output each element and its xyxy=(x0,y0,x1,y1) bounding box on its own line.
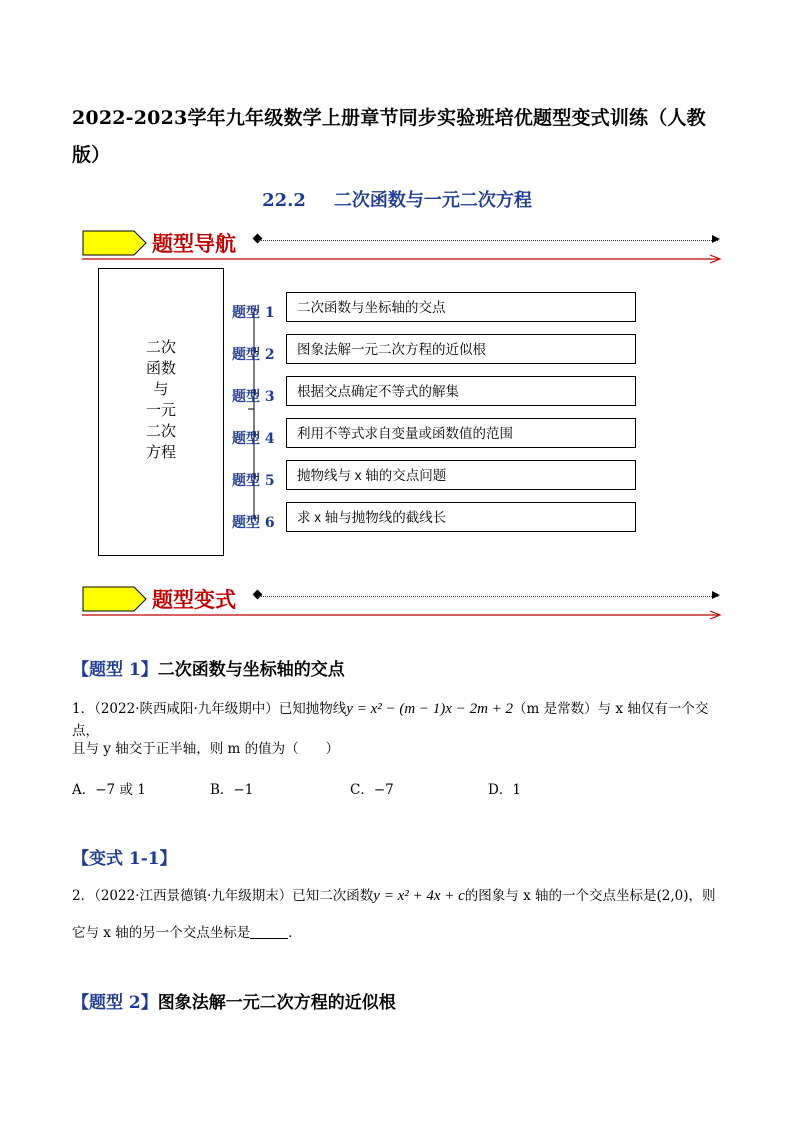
nav-topic-line: 二次 xyxy=(145,338,176,356)
question-source: （2022·江西景德镇·九年级期末）已知二次函数 xyxy=(94,888,374,904)
nav-topic-line: 二次 xyxy=(145,422,176,440)
red-arrow-line xyxy=(82,610,722,620)
question-text: ． xyxy=(288,925,302,941)
nav-item-label: 求 x 轴与抛物线的截线长 xyxy=(286,502,636,532)
type-1-title: 二次函数与坐标轴的交点 xyxy=(157,660,345,680)
diamond-marker-icon xyxy=(253,590,263,600)
diamond-marker-icon xyxy=(253,234,263,244)
nav-item-type-2[interactable] xyxy=(232,334,636,366)
question-text: 的图象与 x 轴的一个交点坐标是 xyxy=(464,888,657,904)
question-number: 2． xyxy=(72,888,95,904)
nav-item-label: 根据交点确定不等式的解集 xyxy=(286,376,636,406)
question-2-line-2 xyxy=(72,922,732,944)
document-title: 2022-2023学年九年级数学上册章节同步实验班培优题型变式训练（人教版） xyxy=(72,107,706,166)
dotted-leader xyxy=(258,596,718,597)
nav-item-label: 利用不等式求自变量或函数值的范围 xyxy=(286,418,636,448)
banner-variants xyxy=(82,582,722,626)
banner-arrow-icon xyxy=(82,586,148,612)
banner-variants-label: 题型变式 xyxy=(152,587,236,612)
question-text: 它与 x 轴的另一个交点坐标是 xyxy=(72,925,251,941)
nav-item-tag: 题型 1 xyxy=(232,305,275,321)
nav-topic-line: 方程 xyxy=(145,443,176,461)
nav-item-label: 图象法解一元二次方程的近似根 xyxy=(286,334,636,364)
banner-nav xyxy=(82,226,722,270)
point-coordinate: (2,0) xyxy=(656,888,689,904)
nav-item-tag: 题型 3 xyxy=(232,389,275,405)
type-1-heading xyxy=(72,655,345,680)
nav-topic-line: 一元 xyxy=(145,401,176,419)
question-number: 1． xyxy=(72,701,95,717)
option-d[interactable]: D．1 xyxy=(488,782,521,798)
arrowhead-icon xyxy=(712,591,720,599)
banner-arrow-icon xyxy=(82,230,148,256)
option-b[interactable]: B．−1 xyxy=(210,782,254,798)
question-source: （2022·陕西咸阳·九年级期中）已知抛物线 xyxy=(94,701,347,717)
formula: y = x² − (m − 1)x − 2m + 2 xyxy=(346,701,514,717)
nav-item-type-5[interactable] xyxy=(232,460,636,492)
nav-item-type-1[interactable] xyxy=(232,292,636,324)
type-2-title: 图象法解一元二次方程的近似根 xyxy=(157,993,396,1013)
question-1-line-2 xyxy=(72,738,732,760)
nav-item-tag: 题型 2 xyxy=(232,347,275,363)
nav-item-tag: 题型 5 xyxy=(232,473,275,489)
section-title xyxy=(0,186,794,212)
answer-blank[interactable] xyxy=(250,924,288,939)
dotted-leader xyxy=(258,240,718,241)
option-c[interactable]: C．−7 xyxy=(350,782,394,798)
nav-item-tag: 题型 4 xyxy=(232,431,275,447)
type-2-heading xyxy=(72,988,396,1013)
question-text: 且与 y 轴交于正半轴，则 m 的值为（ ） xyxy=(72,741,340,757)
banner-nav-label: 题型导航 xyxy=(152,231,236,256)
nav-topic-line: 与 xyxy=(153,380,169,398)
type-2-bracket: 【题型 2】 xyxy=(72,993,158,1013)
type-1-bracket: 【题型 1】 xyxy=(72,660,158,680)
question-1-line-1 xyxy=(72,698,732,742)
section-number: 22.2 xyxy=(262,190,306,211)
question-condition: （m 是常数）与 x 轴仅有一个交点， xyxy=(72,701,709,739)
variant-1-1-heading xyxy=(72,844,177,869)
section-name: 二次函数与一元二次方程 xyxy=(333,190,532,211)
nav-item-tag: 题型 6 xyxy=(232,515,275,531)
nav-item-label: 抛物线与 x 轴的交点问题 xyxy=(286,460,636,490)
nav-item-type-3[interactable] xyxy=(232,376,636,408)
nav-topic-line: 函数 xyxy=(145,359,176,377)
nav-topic-text xyxy=(99,337,223,463)
nav-item-type-6[interactable] xyxy=(232,502,636,534)
nav-item-label: 二次函数与坐标轴的交点 xyxy=(286,292,636,322)
formula: y = x² + 4x + c xyxy=(373,888,465,904)
nav-topic-box xyxy=(98,268,224,556)
question-2-line-1 xyxy=(72,885,732,907)
arrowhead-icon xyxy=(712,235,720,243)
variant-1-1-bracket: 【变式 1-1】 xyxy=(72,849,177,869)
question-text: ，则 xyxy=(688,888,716,904)
red-arrow-line xyxy=(82,254,722,264)
option-a[interactable]: A．−7 或 1 xyxy=(72,782,146,798)
nav-item-type-4[interactable] xyxy=(232,418,636,450)
